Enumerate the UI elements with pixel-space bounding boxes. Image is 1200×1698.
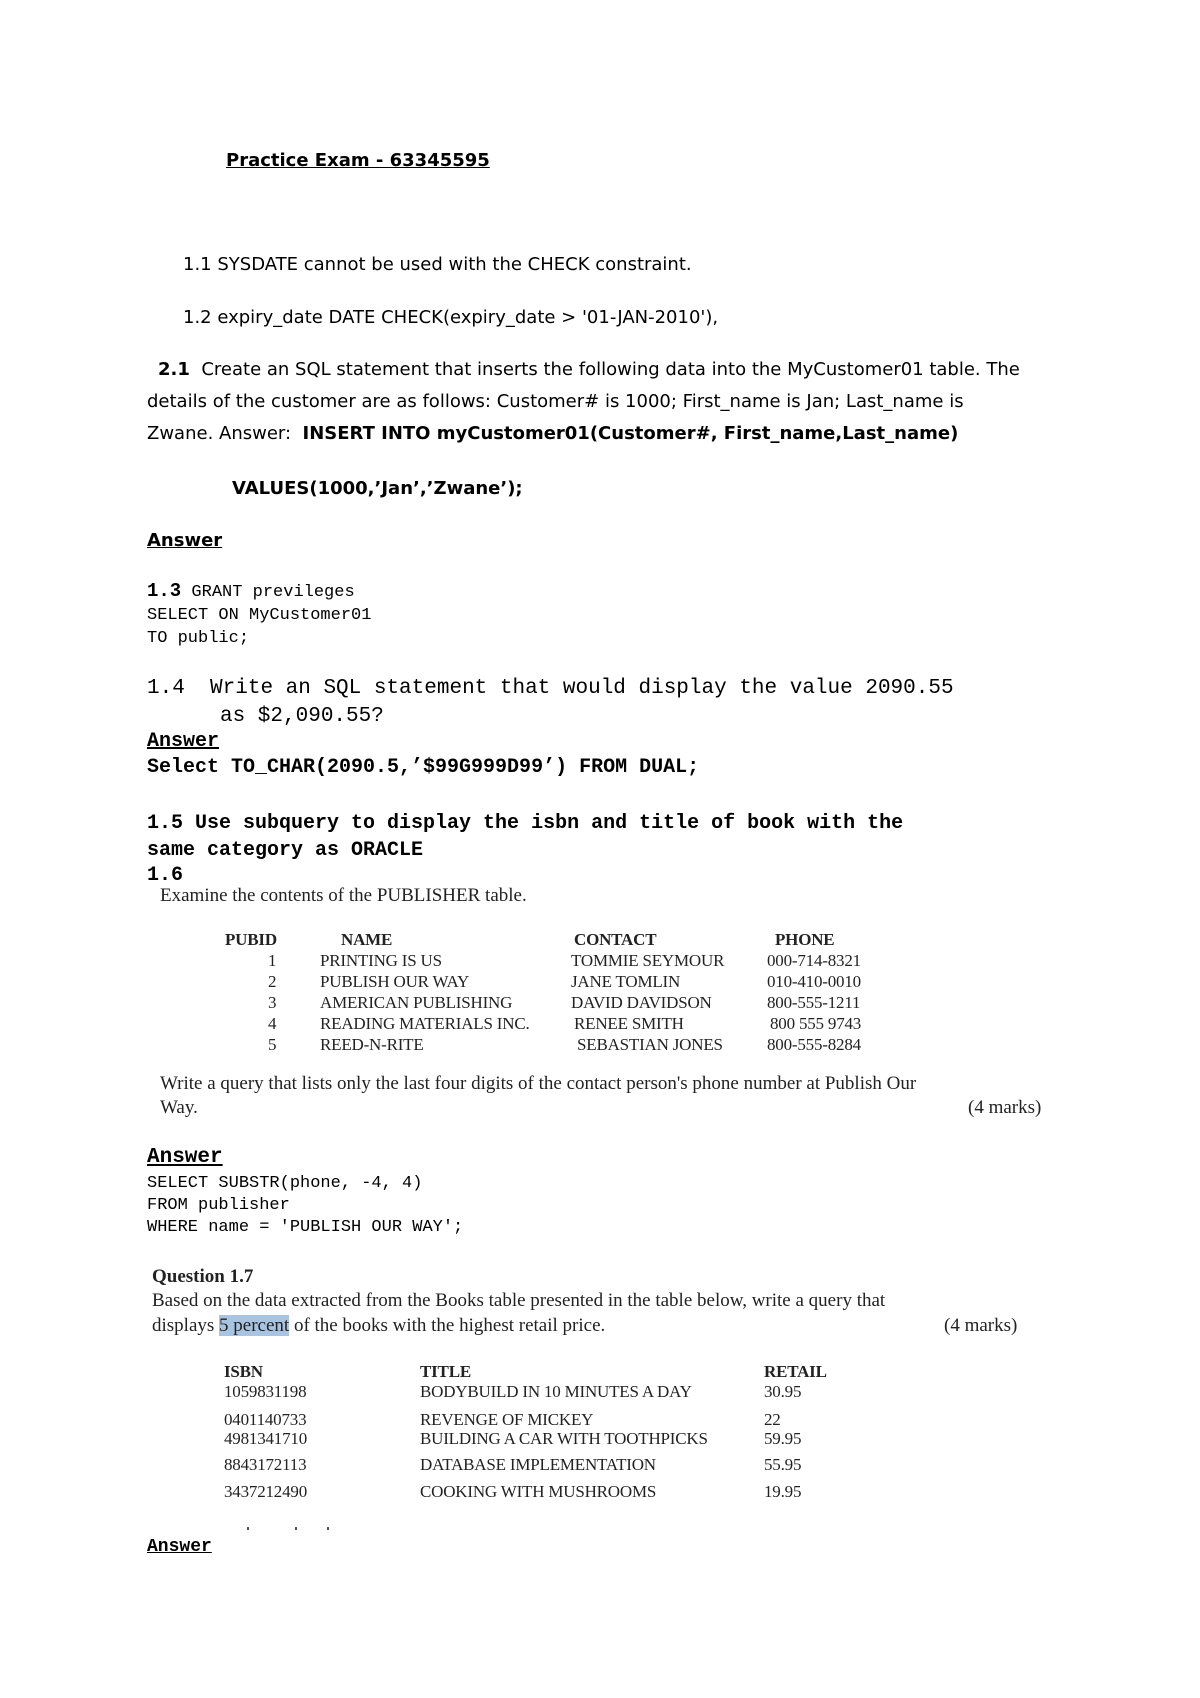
cell-isbn: 1059831198 [224,1382,307,1401]
question-text: Create an SQL statement that inserts the following data into the MyCustomer01 table. The [201,359,1020,380]
column-header: TITLE [420,1362,471,1381]
column-header: PUBID [225,930,277,949]
cell-isbn: 0401140733 [224,1410,307,1429]
answer-label: Answer [147,530,223,551]
answer-1-3 [147,580,371,650]
question-1-5 [147,810,903,864]
answer-values-sql: VALUES(1000,’Jan’,’Zwane’); [232,478,523,499]
publisher-table [225,930,945,1060]
question-1-6-text: Write a query that lists only the last four digits of the contact person's phone number at Publish Our [160,1073,917,1094]
cell-isbn: 4981341710 [224,1429,308,1448]
column-header: RETAIL [764,1362,827,1381]
cell-name: PRINTING IS US [320,951,442,970]
cell-title: REVENGE OF MICKEY [420,1410,594,1429]
question-1-6-number: 1.6 [147,864,184,887]
cell-name: REED-N-RITE [320,1035,424,1054]
answer-prefix: Zwane. Answer: [147,423,292,444]
page-title: Practice Exam - 63345595 [226,150,490,171]
cell-phone: 010-410-0010 [767,972,861,991]
question-2-1-line1 [158,359,1020,380]
answer-label: Answer [147,1537,212,1557]
cell-title: DATABASE IMPLEMENTATION [420,1455,656,1474]
scan-artifact [295,1527,297,1530]
cell-phone: 800-555-8284 [767,1035,861,1054]
cell-retail: 30.95 [764,1382,802,1401]
answer-label: Answer [147,730,220,753]
grant-select-line: SELECT ON MyCustomer01 [147,606,372,625]
question-number: 1.3 [147,580,182,602]
question-2-1-line3 [147,423,958,444]
cell-pubid: 1 [268,951,277,970]
cell-isbn: 3437212490 [224,1482,308,1501]
cell-contact: DAVID DAVIDSON [571,993,712,1012]
question-1-6-text-cont: Way. [160,1097,198,1118]
cell-phone: 800-555-1211 [767,993,861,1012]
question-2-1-line2: details of the customer are as follows: Customer# is 1000; First_name is Jan; Last_name is [147,391,964,412]
question-text: Write an SQL statement that would display the value 2090.55 [210,677,954,700]
cell-contact: RENEE SMITH [574,1014,684,1033]
answer-1-4-sql: Select TO_CHAR(2090.5,’$99G999D99’) FROM DUAL; [147,756,700,779]
cell-title: BODYBUILD IN 10 MINUTES A DAY [420,1382,692,1401]
question-number: 1.4 [147,677,185,700]
cell-retail: 22 [764,1410,781,1429]
cell-name: AMERICAN PUBLISHING [320,993,513,1012]
cell-pubid: 5 [268,1035,277,1054]
publisher-intro: Examine the contents of the PUBLISHER table. [160,885,527,906]
scan-artifact [247,1527,249,1530]
cell-retail: 19.95 [764,1482,802,1501]
cell-isbn: 8843172113 [224,1455,307,1474]
answer-label: Answer [147,1146,223,1169]
question-1-7-heading: Question 1.7 [152,1266,254,1287]
answer-insert-sql: INSERT INTO myCustomer01(Customer#, First_name,Last_name) [302,423,959,444]
question-text-cont: same category as ORACLE [147,839,424,862]
question-1-4 [147,675,954,731]
sql-line: WHERE name = 'PUBLISH OUR WAY'; [147,1218,464,1237]
sql-line: FROM publisher [147,1196,290,1215]
cell-name: READING MATERIALS INC. [320,1014,530,1033]
column-header: ISBN [224,1362,263,1381]
question-1-7-text: Based on the data extracted from the Books table presented in the table below, write a query that [152,1290,886,1311]
highlighted-text: 5 percent [219,1315,290,1336]
column-header: CONTACT [574,930,657,949]
answer-1-6-sql [147,1173,463,1239]
text-fragment: of the books with the highest retail price. [293,1315,606,1336]
answer-1-1: 1.1 SYSDATE cannot be used with the CHECK constraint. [183,254,692,275]
cell-retail: 55.95 [764,1455,802,1474]
answer-1-2: 1.2 expiry_date DATE CHECK(expiry_date > '01-JAN-2010'), [183,307,719,328]
column-header: PHONE [775,930,835,949]
question-number: 2.1 [158,359,190,380]
grant-to-line: TO public; [147,629,250,648]
marks-label: (4 marks) [968,1097,1042,1118]
cell-contact: JANE TOMLIN [571,972,681,991]
cell-pubid: 4 [268,1014,277,1033]
question-text: 1.5 Use subquery to display the isbn and title of book with the [147,812,904,835]
cell-title: COOKING WITH MUSHROOMS [420,1482,657,1501]
scan-artifact [327,1527,329,1530]
cell-title: BUILDING A CAR WITH TOOTHPICKS [420,1429,708,1448]
cell-contact: TOMMIE SEYMOUR [571,951,725,970]
cell-retail: 59.95 [764,1429,802,1448]
cell-name: PUBLISH OUR WAY [320,972,470,991]
grant-line: GRANT previleges [191,583,355,602]
cell-pubid: 3 [268,993,277,1012]
sql-line: SELECT SUBSTR(phone, -4, 4) [147,1174,423,1193]
column-header: NAME [341,930,393,949]
marks-label: (4 marks) [944,1315,1018,1336]
question-1-7-text-cont [152,1315,605,1337]
books-table [224,1362,864,1502]
cell-contact: SEBASTIAN JONES [577,1035,723,1054]
question-text-cont: as $2,090.55? [220,705,384,728]
text-fragment: displays [152,1315,215,1336]
cell-phone: 000-714-8321 [767,951,861,970]
cell-phone: 800 555 9743 [770,1014,862,1033]
cell-pubid: 2 [268,972,277,991]
